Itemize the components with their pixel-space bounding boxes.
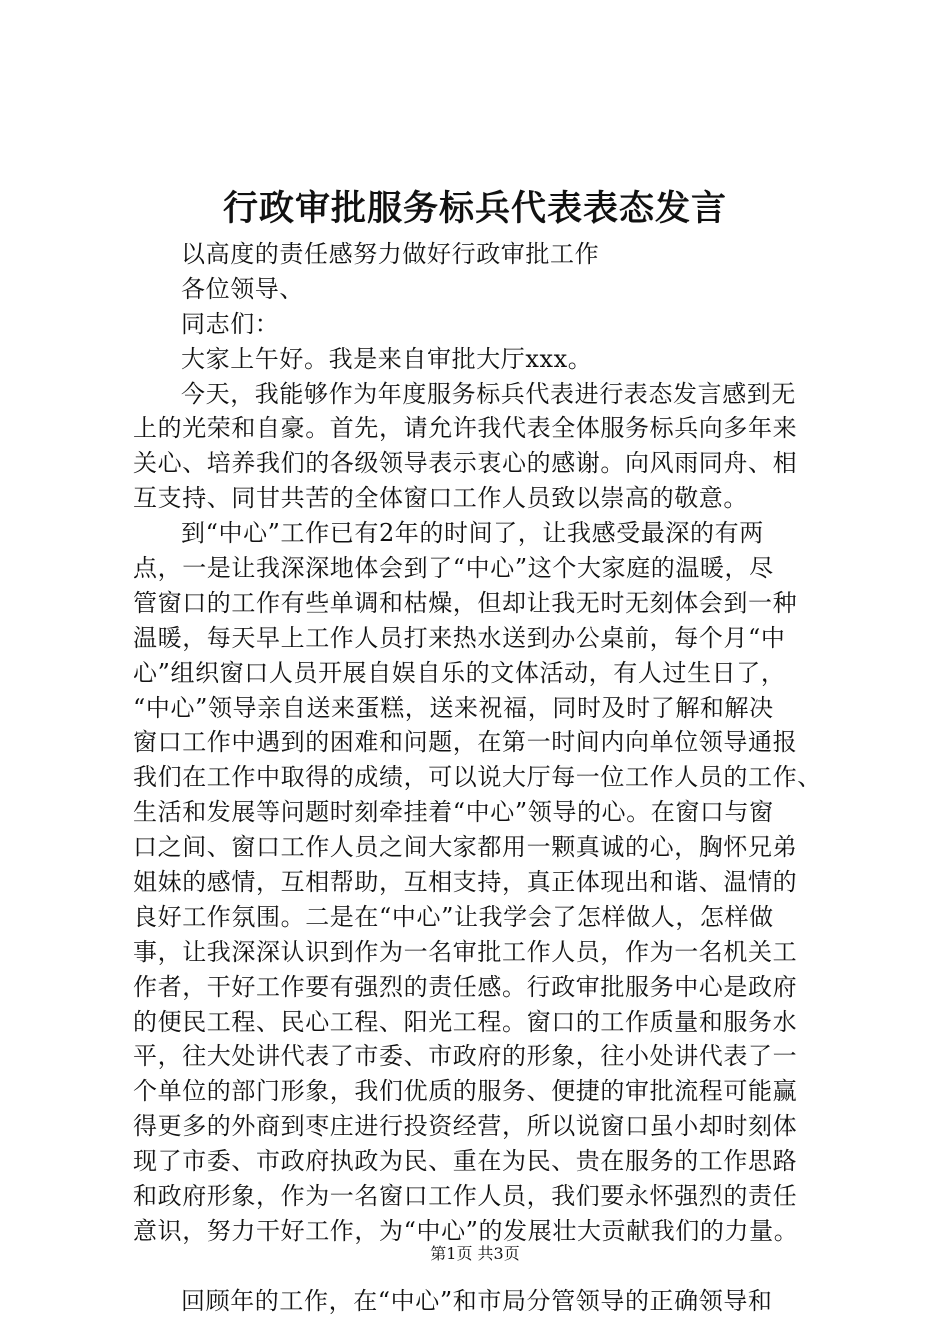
text-line: 生活和发展等问题时刻牵挂着“中心”领导的心。在窗口与窗 [133,798,774,827]
text-line: 现了市委、市政府执政为民、重在为民、贵在服务的工作思路 [133,1147,798,1176]
text-line: 姐妹的感情，互相帮助，互相支持，真正体现出和谐、温情的 [133,868,798,897]
text-line: 个单位的部门形象，我们优质的服务、便捷的审批流程可能赢 [133,1077,798,1106]
document-body [133,237,833,1319]
text-line: 到“中心”工作已有2年的时间了，让我感受最深的有两 [181,519,764,548]
text-line: 回顾年的工作，在“中心”和市局分管领导的正确领导和 [181,1286,773,1315]
text-line: 事，让我深深认识到作为一名审批工作人员，作为一名机关工 [133,937,798,966]
text-line: 大家上午好。我是来自审批大厅xxx。 [181,344,593,373]
text-line: 心”组织窗口人员开展自娱自乐的文体活动，有人过生日了， [133,658,786,687]
text-line: 平，往大处讲代表了市委、市政府的形象，往小处讲代表了一 [133,1042,798,1071]
text-line: 和政府形象，作为一名窗口工作人员，我们要永怀强烈的责任 [133,1182,798,1211]
text-line: 口之间、窗口工作人员之间大家都用一颗真诚的心，胸怀兄弟 [133,833,798,862]
text-line: 各位领导、 [181,274,304,303]
text-line: 以高度的责任感努力做好行政审批工作 [181,240,600,268]
document-title: 行政审批服务标兵代表表态发言 [222,188,727,229]
text-line: 良好工作氛围。二是在“中心”让我学会了怎样做人，怎样做 [133,902,774,931]
text-line: 温暖，每天早上工作人员打来热水送到办公桌前，每个月“中 [133,623,786,652]
text-line: 管窗口的工作有些单调和枯燥，但却让我无时无刻体会到一种 [133,588,798,617]
text-line: “中心”领导亲自送来蛋糕，送来祝福，同时及时了解和解决 [133,693,774,722]
text-line: 我们在工作中取得的成绩，可以说大厅每一位工作人员的工作、 [133,763,822,792]
text-line: 关心、培养我们的各级领导表示衷心的感谢。向风雨同舟、相 [133,449,798,478]
text-line: 今天，我能够作为年度服务标兵代表进行表态发言感到无 [181,379,796,408]
text-line: 作者，干好工作要有强烈的责任感。行政审批服务中心是政府 [133,972,798,1001]
page-footer: 第1页 共3页 [430,1244,520,1263]
text-line: 窗口工作中遇到的困难和问题，在第一时间内向单位领导通报 [133,728,798,757]
text-line: 的便民工程、民心工程、阳光工程。窗口的工作质量和服务水 [133,1007,798,1036]
text-line: 点，一是让我深深地体会到了“中心”这个大家庭的温暖，尽 [133,554,774,583]
text-line: 上的光荣和自豪。首先，请允许我代表全体服务标兵向多年来 [133,414,798,443]
text-line: 得更多的外商到枣庄进行投资经营，所以说窗口虽小却时刻体 [133,1112,798,1141]
text-line: 互支持、同甘共苦的全体窗口工作人员致以崇高的敬意。 [133,484,748,513]
text-line: 同志们： [181,309,280,338]
text-line: 意识，努力干好工作，为“中心”的发展壮大贡献我们的力量。 [133,1216,799,1245]
